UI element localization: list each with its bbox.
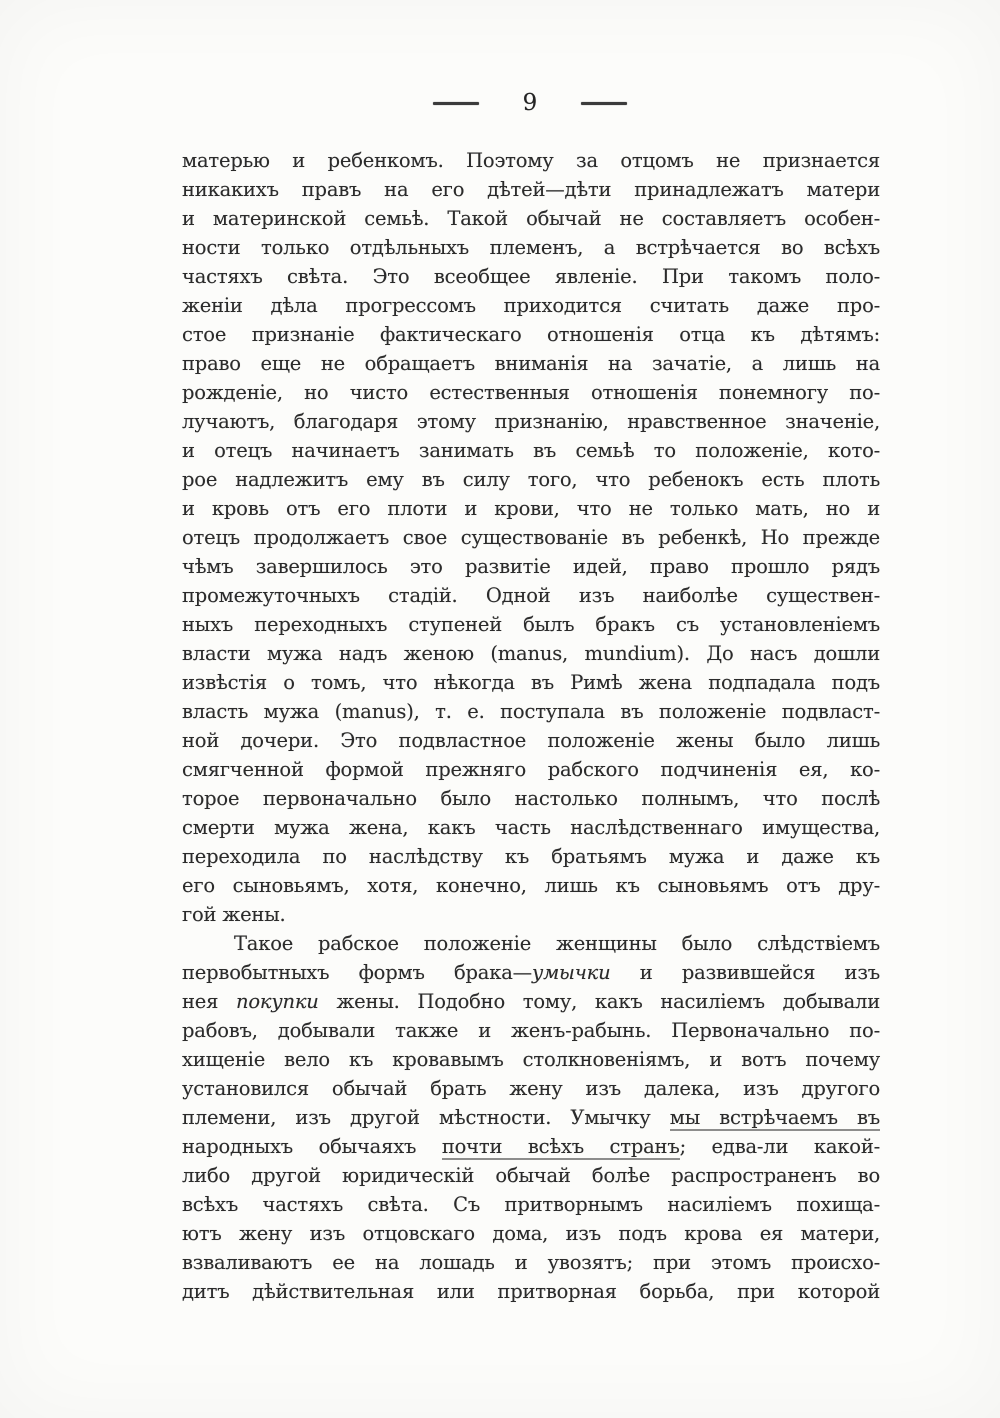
- text-line: стое признаніе фактическаго отношенія отца къ дѣтямъ:: [182, 323, 880, 346]
- text-line: право еще не обращаетъ вниманія на зачатіе, а лишь на: [182, 352, 880, 375]
- text-block: [182, 146, 880, 1306]
- text-line: племени, изъ другой мѣстности. Умычку мы встрѣчаемъ въ: [182, 1106, 880, 1129]
- text-line: отецъ продолжаетъ свое существованіе въ ребенкѣ, Но прежде: [182, 526, 880, 549]
- text-line: промежуточныхъ стадій. Одной изъ наиболѣе существен-: [182, 584, 880, 607]
- text-line: ной дочери. Это подвластное положеніе жены было лишь: [182, 729, 880, 752]
- text-line: никакихъ правъ на его дѣтей—дѣти принадлежатъ матери: [182, 178, 880, 201]
- text-line: лучаютъ, благодаря этому признанію, нравственное значеніе,: [182, 410, 880, 433]
- text-line: его сыновьямъ, хотя, конечно, лишь къ сыновьямъ отъ дру-: [182, 874, 880, 897]
- text-line: женіи дѣла прогрессомъ приходится считать даже про-: [182, 294, 880, 317]
- header-rule-right-icon: [581, 102, 627, 105]
- text-line: гой жены.: [182, 903, 286, 926]
- text-line: рабовъ, добывали также и женъ-рабынь. Первоначально по-: [182, 1019, 880, 1042]
- text-line: смерти мужа жена, какъ часть наслѣдственнаго имущества,: [182, 816, 880, 839]
- text-line: частяхъ свѣта. Это всеобщее явленіе. При такомъ поло-: [182, 265, 880, 288]
- text-line: ютъ жену изъ отцовскаго дома, изъ подъ крова ея матери,: [182, 1222, 880, 1245]
- text-line: рое надлежитъ ему въ силу того, что ребенокъ есть плоть: [182, 468, 880, 491]
- text-line: власть мужа (manus), т. е. поступала въ положеніе подвласт-: [182, 700, 880, 723]
- header-rule-left-icon: [433, 102, 479, 105]
- text-line: либо другой юридическій обычай болѣе распространенъ во: [182, 1164, 880, 1187]
- text-line: смягченной формой прежняго рабского подчиненія ея, ко-: [182, 758, 880, 781]
- text-line: народныхъ обычаяхъ почти всѣхъ странъ; едва-ли какой-: [182, 1135, 881, 1158]
- text-line: и кровь отъ его плоти и крови, что не только мать, но и: [182, 497, 880, 520]
- page-number: 9: [522, 90, 538, 116]
- text-line: переходила по наслѣдству къ братьямъ мужа и даже къ: [182, 845, 880, 868]
- text-line: матерью и ребенкомъ. Поэтому за отцомъ не признается: [182, 149, 880, 172]
- text-line: Такое рабское положеніе женщины было слѣдствіемъ: [234, 932, 880, 955]
- italic-term: покупки: [236, 990, 319, 1013]
- text-line: установился обычай брать жену изъ далека, изъ другого: [182, 1077, 880, 1100]
- italic-term: умычки: [531, 961, 611, 984]
- running-head: [80, 92, 980, 115]
- text-line: рожденіе, но чисто естественныя отношенія понемногу по-: [182, 381, 880, 404]
- text-line: ности только отдѣльныхъ племенъ, а встрѣчается во всѣхъ: [182, 236, 880, 259]
- text-line: власти мужа надъ женою (manus, mundium). До насъ дошли: [182, 642, 880, 665]
- pencil-underlined-phrase: мы встрѣчаемъ въ: [669, 1106, 880, 1129]
- text-line: взваливаютъ ее на лошадь и увозятъ; при этомъ происхо-: [182, 1251, 880, 1274]
- text-line: и материнской семьѣ. Такой обычай не составляетъ особен-: [182, 207, 880, 230]
- text-line: нея покупки жены. Подобно тому, какъ насиліемъ добывали: [182, 990, 880, 1013]
- text-line: дитъ дѣйствительная или притворная борьба, при которой: [182, 1280, 880, 1303]
- text-line: первобытныхъ формъ брака—умычки и развившейся изъ: [182, 961, 880, 984]
- pencil-underlined-phrase: почти всѣхъ странъ: [441, 1135, 680, 1158]
- text-line: чѣмъ завершилось это развитіе идей, право прошло рядъ: [182, 555, 880, 578]
- text-line: всѣхъ частяхъ свѣта. Съ притворнымъ насиліемъ похища-: [182, 1193, 880, 1216]
- text-line: хищеніе вело къ кровавымъ столкновеніямъ, и вотъ почему: [182, 1048, 880, 1071]
- text-line: ныхъ переходныхъ ступеней былъ бракъ съ установленіемъ: [182, 613, 880, 636]
- text-line: торое первоначально было настолько полнымъ, что послѣ: [182, 787, 880, 810]
- text-line: и отецъ начинаетъ занимать въ семьѣ то положеніе, кото-: [182, 439, 880, 462]
- text-line: извѣстія о томъ, что нѣкогда въ Римѣ жена подпадала подъ: [182, 671, 880, 694]
